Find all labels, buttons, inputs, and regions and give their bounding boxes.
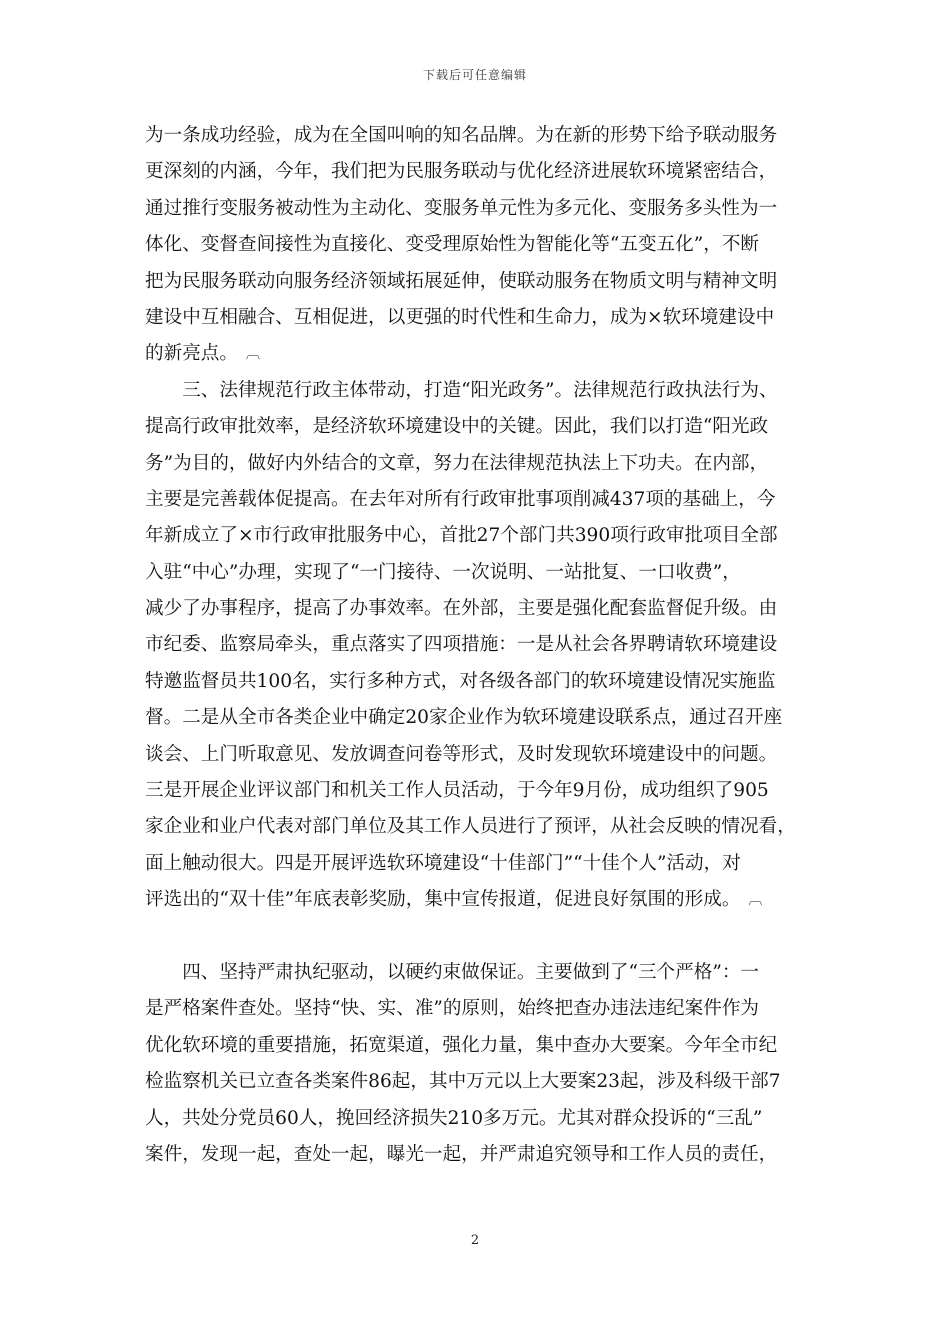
text-line: 案件，发现一起，查处一起，曝光一起，并严肃追究领导和工作人员的责任， bbox=[145, 1143, 778, 1165]
text-line: 人，共处分党员60人，挽回经济损失210多万元。尤其对群众投诉的“三乱” bbox=[145, 1107, 763, 1129]
text-line: 三、法律规范行政主体带动，打造“阳光政务”。法律规范行政执法行为、 bbox=[145, 379, 778, 401]
text-line: 建设中互相融合、互相促进，以更强的时代性和生命力，成为×软环境建设中 bbox=[145, 306, 775, 328]
text-line: 体化、变督查间接性为直接化、变受理原始性为智能化等“五变五化”，不断 bbox=[145, 234, 760, 256]
page-header: 下载后可任意编辑 bbox=[422, 68, 527, 82]
text-line: 务”为目的，做好内外结合的文章，努力在法律规范执法上下功夫。在内部， bbox=[145, 452, 769, 474]
paragraph-end-mark: ︹ bbox=[748, 892, 763, 909]
text-line: 优化软环境的重要措施，拓宽渠道，强化力量，集中查办大要案。今年全市纪 bbox=[145, 1034, 778, 1056]
text-line: 检监察机关已立查各类案件86起，其中万元以上大要案23起，涉及科级干部7 bbox=[145, 1071, 781, 1093]
text-line: 主要是完善载体促提高。在去年对所有行政审批事项削减437项的基础上，今 bbox=[145, 488, 776, 510]
text-line bbox=[145, 336, 815, 372]
text-line-content: 的新亮点。 bbox=[145, 343, 238, 365]
text-line: 年新成立了×市行政审批服务中心，首批27个部门共390项行政审批项目全部 bbox=[145, 525, 778, 547]
page-number: 2 bbox=[470, 1233, 480, 1248]
text-line: 减少了办事程序，提高了办事效率。在外部，主要是强化配套监督促升级。由 bbox=[145, 598, 778, 620]
text-line: 为一条成功经验，成为在全国叫响的知名品牌。为在新的形势下给予联动服务 bbox=[145, 125, 778, 146]
text-line: 是严格案件查处。坚持“快、实、准”的原则，始终把查办违法违纪案件作为 bbox=[145, 998, 760, 1020]
text-line: 把为民服务联动向服务经济领域拓展延伸，使联动服务在物质文明与精神文明 bbox=[145, 270, 778, 292]
text-line: 四、坚持严肃执纪驱动，以硬约束做保证。主要做到了“三个严格”：一 bbox=[145, 961, 760, 983]
text-line: 入驻“中心”办理，实现了“一门接待、一次说明、一站批复、一口收费”， bbox=[145, 561, 741, 583]
text-line: 更深刻的内涵，今年，我们把为民服务联动与优化经济进展软环境紧密结合， bbox=[145, 161, 778, 183]
text-line: 通过推行变服务被动性为主动化、变服务单元性为多元化、变服务多头性为一 bbox=[145, 197, 778, 219]
text-line: 提高行政审批效率，是经济软环境建设中的关键。因此，我们以打造“阳光政 bbox=[145, 416, 769, 438]
text-line: 三是开展企业评议部门和机关工作人员活动，于今年9月份，成功组织了905 bbox=[145, 780, 769, 802]
text-line: 市纪委、监察局牵头，重点落实了四项措施：一是从社会各界聘请软环境建设 bbox=[145, 634, 778, 656]
document-body bbox=[145, 118, 815, 1173]
paragraph-end-mark: ︹ bbox=[245, 346, 260, 363]
text-line: 特邀监督员共100名，实行多种方式，对各级各部门的软环境建设情况实施监 bbox=[145, 670, 776, 692]
paragraph-gap bbox=[145, 919, 815, 955]
text-line: 督。二是从全市各类企业中确定20家企业作为软环境建设联系点，通过召开座 bbox=[145, 707, 783, 729]
text-line: 面上触动很大。四是开展评选软环境建设“十佳部门”“十佳个人”活动，对 bbox=[145, 852, 741, 874]
text-line: 谈会、上门听取意见、发放调查问卷等形式，及时发现软环境建设中的问题。 bbox=[145, 743, 778, 765]
text-line: 家企业和业户代表对部门单位及其工作人员进行了预评，从社会反映的情况看， bbox=[145, 816, 796, 838]
text-line bbox=[145, 882, 815, 918]
text-line-content: 评选出的“双十佳”年底表彰奖励，集中宣传报道，促进良好氛围的形成。 bbox=[145, 889, 741, 911]
